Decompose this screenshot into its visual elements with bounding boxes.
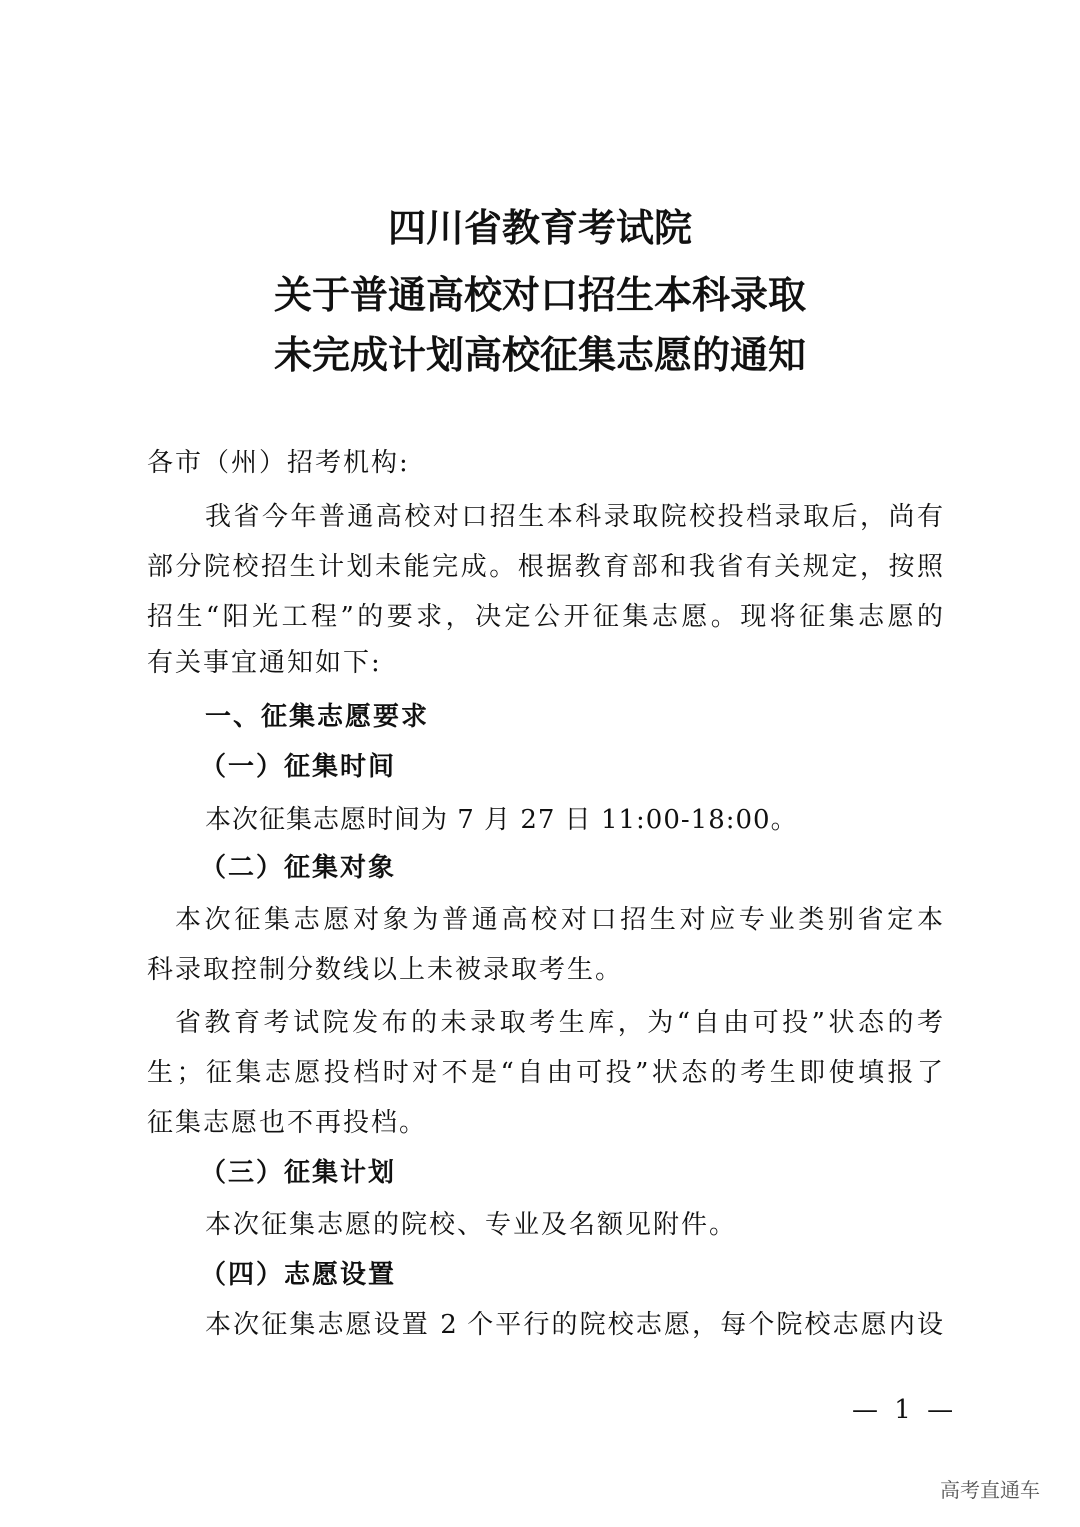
subsection-heading: （三）征集计划 bbox=[200, 1158, 397, 1188]
salutation: 各市（州）招考机构: bbox=[147, 448, 410, 478]
title-line-2: 关于普通高校对口招生本科录取 bbox=[273, 272, 806, 317]
intro-line: 我省今年普通高校对口招生本科录取院校投档录取后，尚有 bbox=[205, 502, 943, 532]
paragraph-line: 本次征集志愿时间为 7 月 27 日 11:00-18:00。 bbox=[205, 805, 798, 835]
title-line-1: 四川省教育考试院 bbox=[387, 205, 692, 250]
intro-line: 有关事宜通知如下: bbox=[147, 648, 382, 678]
paragraph-line: 科录取控制分数线以上未被录取考生。 bbox=[147, 955, 624, 985]
paragraph-line: 本次征集志愿的院校、专业及名额见附件。 bbox=[205, 1210, 738, 1240]
paragraph-line: 本次征集志愿设置 2 个平行的院校志愿，每个院校志愿内设 bbox=[205, 1310, 943, 1340]
section-heading: 一、征集志愿要求 bbox=[205, 702, 430, 732]
paragraph-line: 本次征集志愿对象为普通高校对口招生对应专业类别省定本 bbox=[175, 905, 943, 935]
intro-line: 招生“阳光工程”的要求，决定公开征集志愿。现将征集志愿的 bbox=[147, 602, 943, 632]
subsection-heading: （一）征集时间 bbox=[200, 752, 397, 782]
page-number: — 1 — bbox=[852, 1395, 958, 1425]
paragraph-line: 征集志愿也不再投档。 bbox=[147, 1108, 428, 1138]
paragraph-line: 生；征集志愿投档时对不是“自由可投”状态的考生即使填报了 bbox=[147, 1058, 943, 1088]
watermark: 高考直通车 bbox=[940, 1478, 1040, 1502]
subsection-heading: （二）征集对象 bbox=[200, 853, 397, 883]
title-line-3: 未完成计划高校征集志愿的通知 bbox=[273, 332, 806, 377]
intro-line: 部分院校招生计划未能完成。根据教育部和我省有关规定，按照 bbox=[147, 552, 943, 582]
subsection-heading: （四）志愿设置 bbox=[200, 1260, 397, 1290]
paragraph-line: 省教育考试院发布的未录取考生库，为“自由可投”状态的考 bbox=[175, 1008, 943, 1038]
